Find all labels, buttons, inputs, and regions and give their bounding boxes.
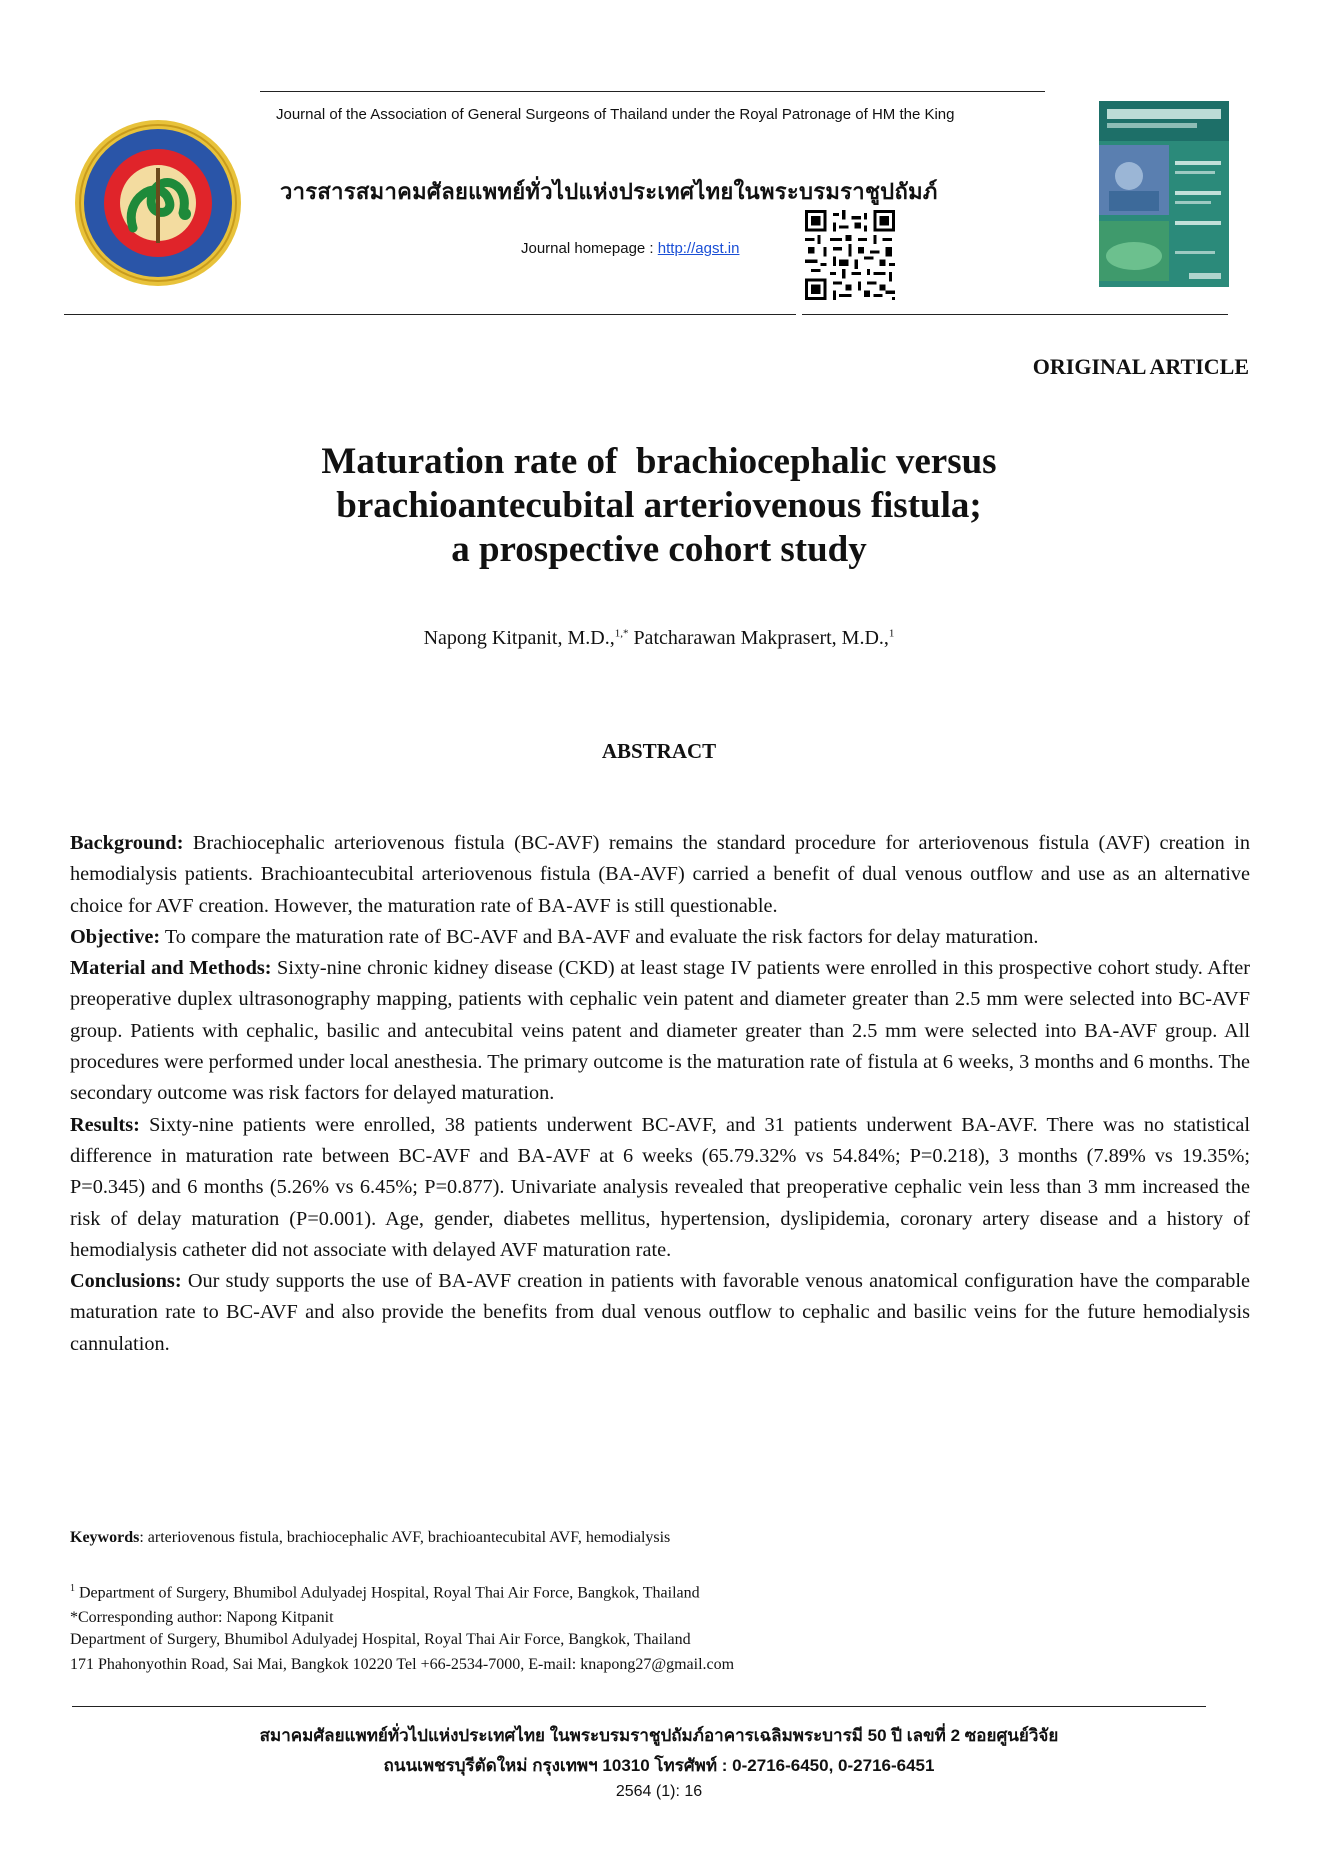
- section-text: To compare the maturation rate of BC-AVF and BA-AVF and evaluate the risk factors for delay maturation.: [160, 925, 1039, 948]
- section-text: Our study supports the use of BA-AVF creation in patients with favorable venous anatomical configuration have the comparable maturation rate to BC-AVF and also provide the benefits from dual venous outflow to cephalic and basilic veins for the future hemodialysis cannulation.: [70, 1270, 1250, 1355]
- qr-code-icon: [805, 210, 895, 300]
- title-line-2: brachioantecubital arteriovenous fistula;: [336, 485, 982, 526]
- corresponding-name: : Napong Kitpanit: [217, 1609, 334, 1627]
- abstract-heading: ABSTRACT: [601, 739, 717, 763]
- author-name: Patcharawan Makprasert, M.D.,: [628, 627, 889, 649]
- article-title: [0, 440, 1318, 572]
- author-list: [0, 627, 1318, 650]
- title-line-3: a prospective cohort study: [451, 529, 867, 570]
- journal-english-name: Journal of the Association of General Surgeons of Thailand under the Royal Patronage of HM the King: [276, 106, 955, 123]
- section-label: Background:: [70, 832, 184, 854]
- abstract-conclusions: [70, 1266, 1250, 1360]
- abstract-results: [70, 1110, 1250, 1266]
- affiliation-block: [70, 1576, 700, 1630]
- journal-cover-thumbnail: [1099, 101, 1229, 287]
- section-label: Material and Methods:: [70, 957, 272, 980]
- header-bottom-rule-left: [64, 314, 796, 315]
- keywords-text: : arteriovenous fistula, brachiocephalic AVF, brachioantecubital AVF, hemodialysis: [139, 1529, 671, 1546]
- section-label: Conclusions:: [70, 1270, 182, 1293]
- association-seal-icon: [73, 118, 243, 288]
- contact-department: Department of Surgery, Bhumibol Adulyadej Hospital, Royal Thai Air Force, Bangkok, Thailand: [70, 1631, 691, 1648]
- corresponding-label: *Corresponding author: [70, 1609, 218, 1627]
- homepage-link[interactable]: http://agst.in: [657, 240, 740, 257]
- contact-block: [70, 1627, 734, 1677]
- keywords-label: Keywords: [70, 1529, 140, 1546]
- journal-homepage: [521, 240, 739, 257]
- abstract-methods: [70, 953, 1250, 1109]
- section-label: Results:: [70, 1113, 140, 1136]
- footer-rule: [72, 1706, 1206, 1707]
- header-bottom-rule-right: [802, 314, 1228, 315]
- title-line-1: Maturation rate of brachiocephalic versus: [321, 441, 997, 482]
- contact-address: 171 Phahonyothin Road, Sai Mai, Bangkok 10220 Tel +66-2534-7000, E-mail: knapong27@gmail.com: [70, 1656, 735, 1673]
- affiliation-text: Department of Surgery, Bhumibol Adulyadej Hospital, Royal Thai Air Force, Bangkok, Thailand: [75, 1584, 700, 1602]
- homepage-label: Journal homepage :: [521, 240, 658, 257]
- section-text: Brachiocephalic arteriovenous fistula (BC-AVF) remains the standard procedure for arteriovenous fistula (AVF) creation in hemodialysis patients. Brachioantecubital arteriovenous fistula (BA-AVF) carried a benefit of dual venous outflow and use as an alternative choice for AVF creation. However, the maturation rate of BA-AVF is still questionable.: [70, 832, 1250, 917]
- section-text: Sixty-nine chronic kidney disease (CKD) at least stage IV patients were enrolled in this prospective cohort study. After preoperative duplex ultrasonography mapping, patients with cephalic vein patent and diameter greater than 2.5 mm were selected into BC-AVF group. Patients with cephalic, basilic and antecubital veins patent and diameter greater than 2.5 mm were selected into BA-AVF group. All procedures were performed under local anesthesia. The primary outcome is the maturation rate of fistula at 6 weeks, 3 months and 6 months. The secondary outcome was risk factors for delayed maturation.: [70, 957, 1250, 1105]
- journal-thai-name: วารสารสมาคมศัลยแพทย์ทั่วไปแห่งประเทศไทยในพระบรมราชูปถัมภ์: [280, 179, 938, 204]
- author-affiliation-mark: 1: [888, 627, 895, 640]
- section-label: Objective:: [70, 925, 161, 948]
- article-type-label: ORIGINAL ARTICLE: [1032, 354, 1249, 379]
- abstract-body: [70, 828, 1250, 1360]
- abstract-background: [70, 828, 1250, 922]
- header-top-rule: [260, 91, 1045, 92]
- author-name: Napong Kitpanit, M.D.,: [423, 627, 615, 649]
- section-text: Sixty-nine patients were enrolled, 38 patients underwent BC-AVF, and 31 patients underwent BA-AVF. There was no statistical difference in maturation rate between BC-AVF and BA-AVF at 6 weeks (65.79.32% vs 54.84%; P=0.218), 3 months (7.89% vs 19.35%; P=0.345) and 6 months (5.26% vs 6.45%; P=0.877). Univariate analysis revealed that preoperative cephalic vein less than 3 mm increased the risk of delay maturation (P=0.001). Age, gender, diabetes mellitus, hypertension, dyslipidemia, coronary artery disease and a history of hemodialysis catheter did not associate with delayed AVF maturation rate.: [70, 1113, 1250, 1261]
- affiliation-line: [70, 1576, 700, 1605]
- abstract-objective: [70, 922, 1250, 953]
- keywords: [70, 1529, 670, 1547]
- footer-page-reference: 2564 (1): 16: [615, 1783, 703, 1800]
- affiliation-mark: 1: [70, 1583, 75, 1594]
- author-affiliation-mark: 1,*: [614, 627, 629, 640]
- footer-address-line-2: ถนนเพชรบุรีตัดใหม่ กรุงเทพฯ 10310 โทรศัพท์ : 0-2716-6450, 0-2716-6451: [383, 1756, 935, 1775]
- footer-address-line-1: สมาคมศัลยแพทย์ทั่วไปแห่งประเทศไทย ในพระบรมราชูปถัมภ์อาคารเฉลิมพระบารมี 50 ปี เลขที่ 2 ซอยศูนย์วิจัย: [259, 1726, 1059, 1745]
